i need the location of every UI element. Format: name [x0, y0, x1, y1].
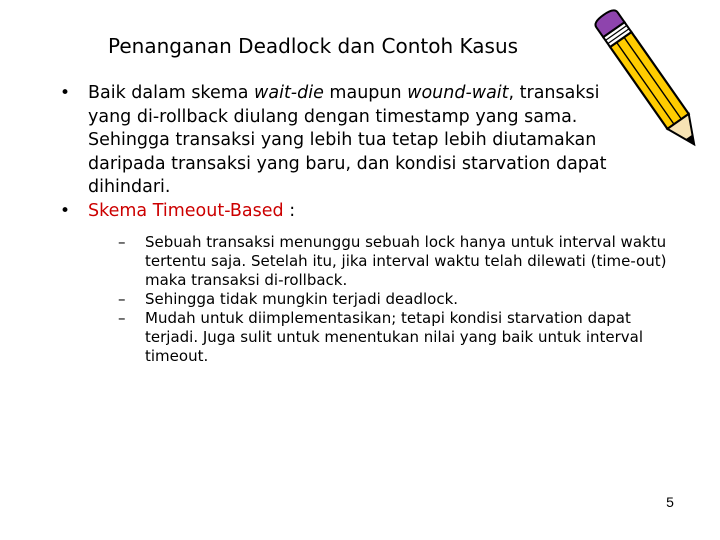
- bullet-list: [60, 82, 667, 366]
- sub-bullet-item: [118, 290, 668, 309]
- dash-marker: –: [118, 309, 126, 327]
- sub-bullet-item: [118, 309, 668, 366]
- bullet-dot: •: [60, 200, 71, 221]
- bullet-item: [60, 200, 660, 224]
- bullet-text: Baik dalam skema wait-die maupun wound-wait, transaksi yang di-rollback diulang dengan timestamp yang sama. Sehingga transaksi yang lebih tua tetap lebih diutamakan daripada transaksi yang baru, dan kondisi starvation dapat dihindari.: [88, 83, 607, 197]
- bullet-item: [60, 82, 660, 200]
- timeout-heading: Skema Timeout-Based: [88, 200, 284, 221]
- sub-bullet-text: Sebuah transaksi menunggu sebuah lock hanya untuk interval waktu tertentu saja. Setelah itu, jika interval waktu telah dilewati (time-out) maka transaksi di-rollback.: [145, 233, 667, 289]
- sub-bullet-text: Mudah untuk diimplementasikan; tetapi kondisi starvation dapat terjadi. Juga sulit untuk menentukan nilai yang baik untuk interval timeout.: [145, 309, 644, 365]
- slide-title: Penanganan Deadlock dan Contoh Kasus: [108, 34, 519, 58]
- bullet-dot: •: [60, 83, 71, 103]
- sub-bullet-item: [118, 233, 668, 290]
- dash-marker: –: [118, 290, 126, 308]
- bullet-text: Skema Timeout-Based :: [88, 200, 296, 221]
- sub-bullet-text: Sehingga tidak mungkin terjadi deadlock.: [145, 290, 459, 308]
- sub-bullet-list: [118, 233, 668, 366]
- page-number: 5: [666, 494, 674, 510]
- dash-marker: –: [118, 233, 126, 251]
